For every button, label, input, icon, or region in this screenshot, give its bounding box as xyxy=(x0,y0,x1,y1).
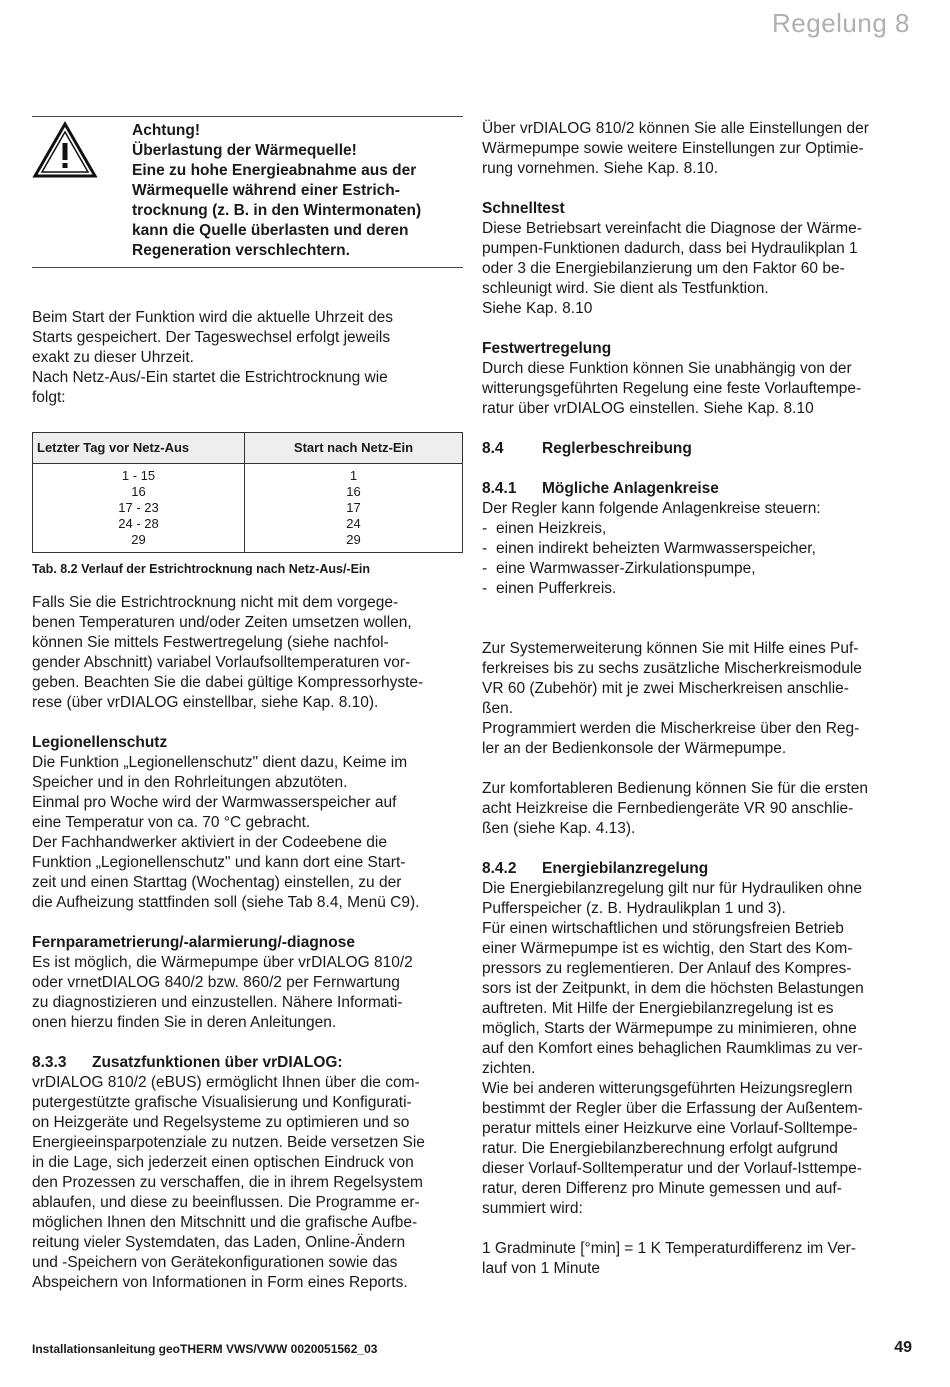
text-line: ßen (siehe Kap. 4.13). xyxy=(482,820,636,837)
text-line: Abspeichern von Informationen in Form eines Reports. xyxy=(32,1274,408,1291)
text-line: Starts gespeichert. Der Tageswechsel erfolgt jeweils xyxy=(32,329,391,346)
text-line: vrDIALOG 810/2 (eBUS) ermöglicht Ihnen über die com- xyxy=(32,1074,420,1091)
table-caption: Tab. 8.2 Verlauf der Estrichtrocknung nach Netz-Aus/-Ein xyxy=(32,562,371,576)
text-line: schleunigt wird. Sie dient als Testfunktion. xyxy=(482,280,769,297)
section-title: Reglerbeschreibung xyxy=(542,440,692,457)
festwert-heading: Festwertregelung xyxy=(482,340,612,357)
text-line: einer Wärmepumpe ist es wichtig, den Start des Kom- xyxy=(482,940,853,957)
text-line: Diese Betriebsart vereinfacht die Diagnose der Wärme- xyxy=(482,220,862,237)
text-line: dieser Vorlauf-Solltemperatur und der Vorlauf-Isttempe- xyxy=(482,1160,862,1177)
warning-box xyxy=(32,116,463,268)
text-line: Nach Netz-Aus/-Ein startet die Estrichtrocknung wie xyxy=(32,369,388,386)
section-8-3-3-heading xyxy=(32,1053,463,1073)
text-line: summiert wird: xyxy=(482,1200,583,1217)
text-line: peratur mittels einer Heizkurve eine Vorlauf-Solltempe- xyxy=(482,1120,858,1137)
text-line: Zur Systemerweiterung können Sie mit Hilfe eines Puf- xyxy=(482,640,859,657)
section-8-4-1-heading xyxy=(482,479,914,499)
text-line: Falls Sie die Estrichtrocknung nicht mit dem vorgege- xyxy=(32,594,399,611)
schnelltest-heading: Schnelltest xyxy=(482,200,565,217)
warning-line: kann die Quelle überlasten und deren xyxy=(132,222,409,239)
restart-table xyxy=(32,432,463,553)
legionellen-heading: Legionellenschutz xyxy=(32,734,168,751)
fern-paragraph xyxy=(32,953,463,1033)
text-line: Programmiert werden die Mischerkreise über den Reg- xyxy=(482,720,860,737)
warning-line: Überlastung der Wärmequelle! xyxy=(132,142,357,159)
circuit-list xyxy=(482,519,914,599)
text-line: und -Speichern von Gerätekonfigurationen sowie das xyxy=(32,1254,398,1271)
right-intro-paragraph xyxy=(482,119,914,179)
text-line: on Heizgeräte und Regelsysteme zu optimieren und so xyxy=(32,1114,410,1131)
warning-line: Wärmequelle während einer Estrich- xyxy=(132,182,400,199)
list-item: - eine Warmwasser-Zirkulationspumpe, xyxy=(482,559,914,579)
text-line: Zur komfortableren Bedienung können Sie für die ersten xyxy=(482,780,869,797)
remote-control-paragraph xyxy=(482,779,914,839)
text-line: Beim Start der Funktion wird die aktuelle Uhrzeit des xyxy=(32,309,393,326)
system-extension-paragraph xyxy=(482,639,914,759)
list-item: - einen Pufferkreis. xyxy=(482,579,914,599)
section-8-4-2-paragraph xyxy=(482,879,914,1219)
text-line: auftreten. Mit Hilfe der Energiebilanzregelung ist es xyxy=(482,1000,834,1017)
text-line: Einmal pro Woche wird der Warmwasserspeicher auf xyxy=(32,794,397,811)
text-line: können Sie mittels Festwertregelung (siehe nachfol- xyxy=(32,634,389,651)
text-line: Wie bei anderen witterungsgeführten Heizungsreglern xyxy=(482,1080,853,1097)
text-line: möglich, Starts der Wärmepumpe zu minimieren, ohne xyxy=(482,1020,857,1037)
section-number: 8.4.2 xyxy=(482,860,517,877)
text-line: reitung vieler Systemdaten, das Laden, Online-Ändern xyxy=(32,1234,406,1251)
text-line: rese (über vrDIALOG einstellbar, siehe Kap. 8.10). xyxy=(32,694,379,711)
text-line: gender Abschnitt) variabel Vorlaufsolltemperaturen vor- xyxy=(32,654,411,671)
table-header-last-day: Letzter Tag vor Netz-Aus xyxy=(33,433,245,464)
text-line: zeit und einen Starttag (Wochentag) einstellen, zu der xyxy=(32,874,402,891)
warning-line: trocknung (z. B. in den Wintermonaten) xyxy=(132,202,422,219)
text-line: ratur, deren Differenz pro Minute gemessen und auf- xyxy=(482,1180,842,1197)
intro-paragraph xyxy=(32,308,463,408)
table-cell-start: 1 16 17 24 29 xyxy=(245,464,463,553)
section-8-4-heading xyxy=(482,439,914,459)
text-line: Speicher und in den Rohrleitungen abzutöten. xyxy=(32,774,348,791)
text-line: Pufferspeicher (z. B. Hydraulikplan 1 und 3). xyxy=(482,900,786,917)
text-line: sors ist der Zeitpunkt, in dem die höchsten Belastungen xyxy=(482,980,864,997)
text-line: VR 60 (Zubehör) mit je zwei Mischerkreisen anschlie- xyxy=(482,680,849,697)
warning-line: Achtung! xyxy=(132,122,201,139)
after-table-paragraph xyxy=(32,593,463,713)
text-line: ferkreises bis zu sechs zusätzliche Mischerkreismodule xyxy=(482,660,862,677)
text-line: bestimmt der Regler über die Erfassung der Außentem- xyxy=(482,1100,863,1117)
text-line: ler an der Bedienkonsole der Wärmepumpe. xyxy=(482,740,787,757)
warning-line: Regeneration verschlechtern. xyxy=(132,242,350,259)
text-line: onen hierzu finden Sie in deren Anleitungen. xyxy=(32,1014,337,1031)
text-line: die Aufheizung stattfinden soll (siehe Tab 8.4, Menü C9). xyxy=(32,894,420,911)
text-line: Die Energiebilanzregelung gilt nur für Hydrauliken ohne xyxy=(482,880,862,897)
chapter-header: Regelung 8 xyxy=(772,8,910,38)
section-title: Zusatzfunktionen über vrDIALOG: xyxy=(92,1054,343,1071)
text-line: Für einen wirtschaftlichen und störungsfreien Betrieb xyxy=(482,920,844,937)
text-line: ßen. xyxy=(482,700,514,717)
text-line: Der Fachhandwerker aktiviert in der Codeebene die xyxy=(32,834,387,851)
fern-heading: Fernparametrierung/-alarmierung/-diagnose xyxy=(32,934,355,951)
text-line: Durch diese Funktion können Sie unabhängig von der xyxy=(482,360,852,377)
text-line: putergestützte grafische Visualisierung und Konfigurati- xyxy=(32,1094,412,1111)
text-line: ratur. Die Energiebilanzberechnung erfolgt aufgrund xyxy=(482,1140,838,1157)
text-line: Der Regler kann folgende Anlagenkreise steuern: xyxy=(482,500,821,517)
text-line: möglichen Ihnen den Mitschnitt und die grafische Aufbe- xyxy=(32,1214,418,1231)
text-line: Die Funktion „Legionellenschutz" dient dazu, Keime im xyxy=(32,754,408,771)
text-line: ratur über vrDIALOG einstellen. Siehe Kap. 8.10 xyxy=(482,400,814,417)
section-8-3-3-paragraph xyxy=(32,1073,463,1293)
section-number: 8.4 xyxy=(482,440,504,457)
text-line: geben. Beachten Sie die dabei gültige Kompressorhyste- xyxy=(32,674,424,691)
text-line: Energieeinsparpotenziale zu nutzen. Beide versetzen Sie xyxy=(32,1134,425,1151)
text-line: auf den Komfort eines behaglichen Raumklimas zu ver- xyxy=(482,1040,863,1057)
text-line: in die Lage, sich jederzeit einen optischen Eindruck von xyxy=(32,1154,414,1171)
section-title: Energiebilanzregelung xyxy=(542,860,709,877)
text-line: folgt: xyxy=(32,389,66,406)
right-column xyxy=(482,119,914,1279)
table-row xyxy=(33,464,463,553)
festwert-paragraph xyxy=(482,359,914,419)
table-cell-last-day: 1 - 15 16 17 - 23 24 - 28 29 xyxy=(33,464,245,553)
left-column xyxy=(32,116,463,1293)
formula-paragraph xyxy=(482,1239,914,1279)
section-number: 8.4.1 xyxy=(482,480,517,497)
section-8-4-2-heading xyxy=(482,859,914,879)
text-line: acht Heizkreise die Fernbediengeräte VR 90 anschlie- xyxy=(482,800,854,817)
text-line: 1 Gradminute [°min] = 1 K Temperaturdifferenz im Ver- xyxy=(482,1240,856,1257)
text-line: den Prozessen zu verschaffen, die in ihrem Regelsystem xyxy=(32,1174,423,1191)
text-line: Wärmepumpe sowie weitere Einstellungen zur Optimie- xyxy=(482,140,864,157)
section-number: 8.3.3 xyxy=(32,1054,67,1071)
footer-text: Installationsanleitung geoTHERM VWS/VWW 0020051562_03 xyxy=(32,1342,378,1356)
warning-line: Eine zu hohe Energieabnahme aus der xyxy=(132,162,417,179)
text-line: ablaufen, und diese zu beeinflussen. Die Programme er- xyxy=(32,1194,420,1211)
text-line: witterungsgeführten Regelung eine feste Vorlauftempe- xyxy=(482,380,862,397)
table-header-start: Start nach Netz-Ein xyxy=(245,433,463,464)
list-item: - einen Heizkreis, xyxy=(482,519,914,539)
text-line: exakt zu dieser Uhrzeit. xyxy=(32,349,194,366)
text-line: Über vrDIALOG 810/2 können Sie alle Einstellungen der xyxy=(482,120,869,137)
text-line: benen Temperaturen und/oder Zeiten umsetzen wollen, xyxy=(32,614,412,631)
page-number: 49 xyxy=(894,1339,912,1356)
text-line: oder 3 die Energiebilanzierung um den Faktor 60 be- xyxy=(482,260,845,277)
text-line: Es ist möglich, die Wärmepumpe über vrDIALOG 810/2 xyxy=(32,954,413,971)
schnelltest-paragraph xyxy=(482,219,914,319)
text-line: rung vornehmen. Siehe Kap. 8.10. xyxy=(482,160,719,177)
text-line: pressors zu reglementieren. Der Anlauf des Kompres- xyxy=(482,960,852,977)
text-line: pumpen-Funktionen dadurch, dass bei Hydraulikplan 1 xyxy=(482,240,858,257)
warning-triangle-icon xyxy=(32,121,132,261)
legionellen-paragraph xyxy=(32,753,463,913)
text-line: eine Temperatur von ca. 70 °C gebracht. xyxy=(32,814,311,831)
text-line: zu diagnostizieren und einzustellen. Nähere Informati- xyxy=(32,994,403,1011)
text-line: oder vrnetDIALOG 840/2 bzw. 860/2 per Fernwartung xyxy=(32,974,400,991)
warning-text xyxy=(132,121,421,261)
text-line: Siehe Kap. 8.10 xyxy=(482,300,593,317)
section-title: Mögliche Anlagenkreise xyxy=(542,480,719,497)
text-line: Funktion „Legionellenschutz" und kann dort eine Start- xyxy=(32,854,406,871)
text-line: zichten. xyxy=(482,1060,536,1077)
text-line: lauf von 1 Minute xyxy=(482,1260,601,1277)
list-item: - einen indirekt beheizten Warmwasserspeicher, xyxy=(482,539,914,559)
